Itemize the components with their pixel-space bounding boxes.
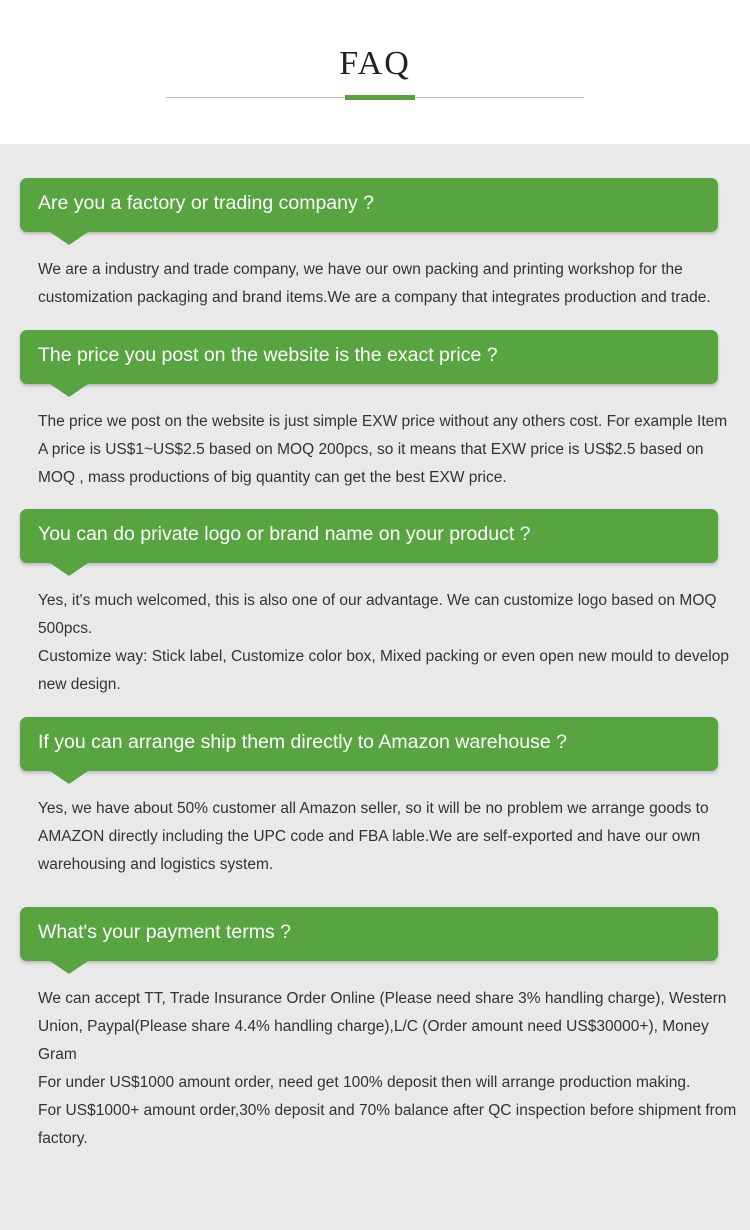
- faq-list: [0, 144, 750, 1230]
- question-text: If you can arrange ship them directly to Amazon warehouse ?: [38, 731, 567, 753]
- answer-paragraph: For under US$1000 amount order, need get 100% deposit then will arrange production making.: [38, 1074, 691, 1091]
- question-bar: [20, 509, 718, 563]
- question-bar: [20, 330, 718, 384]
- answer-paragraph: Yes, we have about 50% customer all Amazon seller, so it will be no problem we arrange goods to AMAZON directly including the UPC code and FBA lable.We are self-exported and have our own warehousing and logistics system.: [38, 800, 709, 873]
- answer-paragraph: We can accept TT, Trade Insurance Order Online (Please need share 3% handling charge), Western Union, Paypal(Please share 4.4% handling charge),L/C (Order amount need US$30000+), Money Gram: [38, 990, 727, 1063]
- question-text: You can do private logo or brand name on your product ?: [38, 523, 531, 545]
- question-text: Are you a factory or trading company ?: [38, 192, 375, 214]
- answer-text: [38, 256, 738, 312]
- answer-paragraph: The price we post on the website is just simple EXW price without any others cost. For example Item A price is US$1~US$2.5 based on MOQ 200pcs, so it means that EXW price is US$2.5 based on MOQ , mass productions of big quantity can get the best EXW price.: [38, 413, 728, 486]
- question-bar: [20, 178, 718, 232]
- answer-paragraph: Customize way: Stick label, Customize color box, Mixed packing or even open new mould to develop new design.: [38, 648, 729, 693]
- page-title: FAQ: [339, 45, 411, 82]
- question-text: What's your payment terms ?: [38, 921, 291, 943]
- answer-paragraph: We are a industry and trade company, we have our own packing and printing workshop for the customization packaging and brand items.We are a company that integrates production and trade.: [38, 261, 711, 306]
- answer-text: [38, 985, 738, 1153]
- question-text: The price you post on the website is the exact price ?: [38, 344, 498, 366]
- question-bar: [20, 907, 718, 961]
- answer-text: [38, 795, 738, 879]
- question-bar: [20, 717, 718, 771]
- answer-text: [38, 587, 738, 699]
- answer-paragraph: For US$1000+ amount order,30% deposit and 70% balance after QC inspection before shipment from factory.: [38, 1102, 737, 1147]
- answer-paragraph: Yes, it's much welcomed, this is also one of our advantage. We can customize logo based on MOQ 500pcs.: [38, 592, 717, 637]
- faq-header: [0, 0, 750, 144]
- title-accent-bar: [345, 95, 415, 100]
- answer-text: [38, 408, 738, 492]
